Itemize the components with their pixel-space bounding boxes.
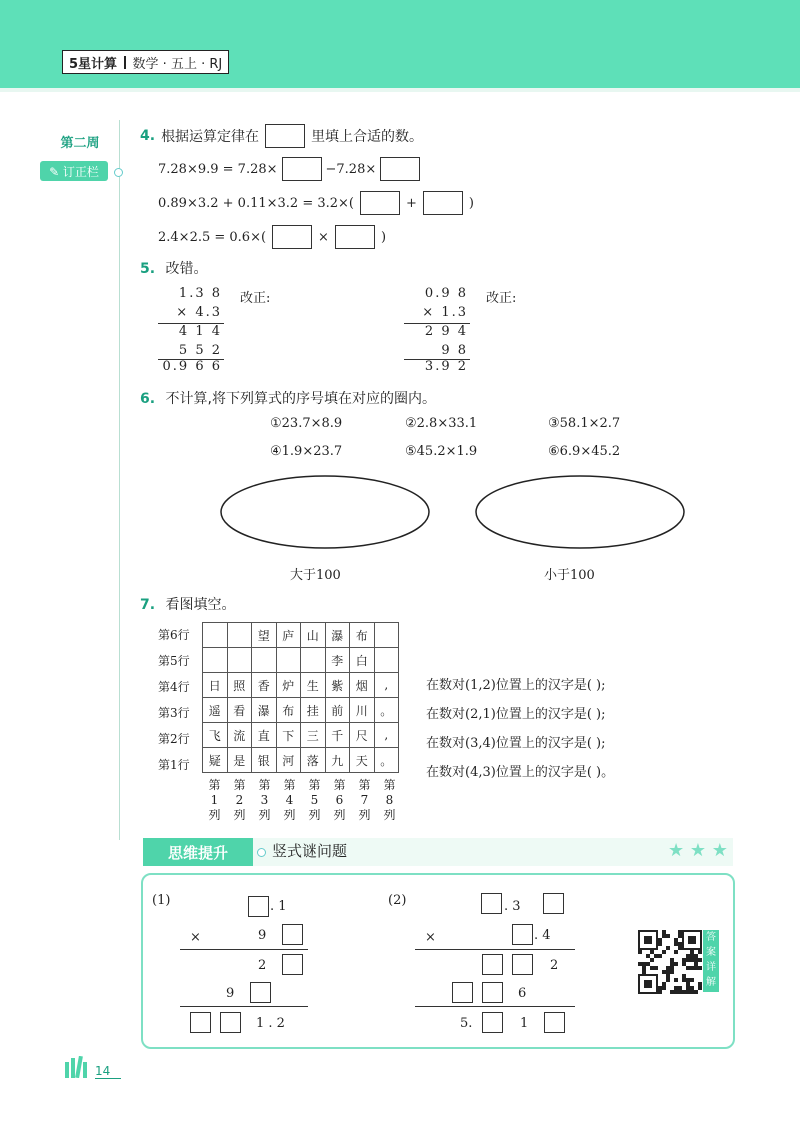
column-label-part: 4: [285, 793, 294, 807]
grid-row: [203, 673, 399, 698]
q6-item-1: ①23.7×8.9: [270, 416, 343, 431]
q6-item-3: ③58.1×2.7: [548, 416, 621, 431]
column-label-part: 第: [283, 778, 296, 792]
grid-cell: 千: [325, 723, 350, 748]
puzzle-box[interactable]: [220, 1012, 241, 1033]
column-label: [377, 778, 402, 823]
calc-row: 4 1 4: [178, 324, 222, 339]
page-number: 14: [95, 1064, 121, 1079]
grid-cell: 望: [252, 623, 277, 648]
q4-line2-plus: +: [405, 195, 417, 211]
calc-line: [180, 949, 308, 950]
answer-box[interactable]: [335, 225, 375, 249]
circle-left-label: 大于100: [290, 568, 341, 583]
q6-item-4: ④1.9×23.7: [270, 444, 343, 459]
calc-row: 1.3 8: [178, 286, 222, 301]
column-label-part: 2: [235, 793, 244, 807]
column-label-part: 列: [308, 808, 321, 822]
calc-row: 9 8: [441, 343, 468, 358]
thinking-title: 竖式谜问题: [272, 842, 348, 860]
grid-cell: 川: [350, 698, 375, 723]
puzzle-box[interactable]: [544, 1012, 565, 1033]
q4-line2-text-a: 0.89×3.2 + 0.11×3.2 = 3.2×(: [158, 195, 354, 211]
column-label-part: 列: [258, 808, 271, 822]
grid-cell: [374, 648, 399, 673]
q7-question: 在数对(1,2)位置上的汉字是( );: [426, 678, 606, 693]
puzzle-box[interactable]: [452, 982, 473, 1003]
q5-prompt: [140, 258, 208, 278]
grid-cell: 看: [227, 698, 252, 723]
column-label-part: 第: [208, 778, 221, 792]
column-label-part: 列: [208, 808, 221, 822]
q7-question: 在数对(4,3)位置上的汉字是( )。: [426, 765, 615, 780]
q5-right-calc: [396, 286, 476, 376]
column-label-part: 3: [260, 793, 269, 807]
puzzle-box[interactable]: [512, 924, 533, 945]
grid-cell: 九: [325, 748, 350, 773]
times-sign-2: ×: [425, 930, 436, 945]
puzzle-box[interactable]: [482, 954, 503, 975]
poem-grid: [202, 622, 399, 773]
column-label: [277, 778, 302, 823]
grid-cell: 疑: [203, 748, 228, 773]
brand-title: 5星计算: [69, 56, 118, 72]
puzzle2-row5a: 5.: [460, 1016, 473, 1031]
column-label: [327, 778, 352, 823]
qr-code-icon[interactable]: [638, 930, 702, 994]
column-label: [352, 778, 377, 823]
column-label-part: 第: [258, 778, 271, 792]
column-label-part: 6: [335, 793, 344, 807]
grid-cell: 三: [301, 723, 326, 748]
grid-cell: [227, 623, 252, 648]
puzzle1-row5: 1 . 2: [256, 1016, 285, 1031]
book-stack-icon: [64, 1056, 90, 1078]
grid-cell: [252, 648, 277, 673]
column-labels: [202, 778, 402, 823]
puzzle1-row4: 9: [226, 986, 235, 1001]
puzzle-box[interactable]: [250, 982, 271, 1003]
q7-prompt: [140, 594, 236, 614]
calc-row: × 4.3: [176, 305, 222, 320]
q6-prompt: [140, 388, 436, 408]
q7-text: 看图填空。: [165, 597, 236, 613]
puzzle2-label: (2): [388, 893, 407, 908]
grid-cell: [374, 623, 399, 648]
grid-row: [203, 723, 399, 748]
grid-cell: [276, 648, 301, 673]
grid-cell: 香: [252, 673, 277, 698]
calc-row: 5 5 2: [178, 343, 222, 358]
badge-separator: [124, 56, 126, 69]
grid-row: [203, 623, 399, 648]
star-icon-group: ★ ★ ★: [668, 840, 728, 861]
q4-line2-close: ): [468, 195, 474, 211]
margin-line: [119, 120, 120, 840]
calc-line: [415, 1006, 575, 1007]
puzzle-box[interactable]: [512, 954, 533, 975]
grid-cell: 照: [227, 673, 252, 698]
week-label: 第二周: [60, 136, 100, 151]
q6-item-6: ⑥6.9×45.2: [548, 444, 621, 459]
column-label-part: 列: [358, 808, 371, 822]
puzzle-box[interactable]: [248, 896, 269, 917]
grid-row: [203, 648, 399, 673]
column-label-part: 8: [385, 793, 394, 807]
row-label: 第6行: [158, 628, 190, 642]
q4-number: 4.: [140, 128, 156, 144]
column-label: [252, 778, 277, 823]
q4-line3-close: ): [380, 229, 387, 245]
grid-cell: 布: [276, 698, 301, 723]
column-label-part: 第: [333, 778, 346, 792]
column-label-part: 5: [310, 793, 319, 807]
grid-cell: 山: [301, 623, 326, 648]
q4-line3-times: ×: [318, 229, 329, 245]
grid-cell: 是: [227, 748, 252, 773]
puzzle-box[interactable]: [482, 982, 503, 1003]
answer-box[interactable]: [423, 191, 463, 215]
puzzle-box[interactable]: [543, 893, 564, 914]
calc-line: [180, 1006, 308, 1007]
calc-line: [415, 949, 575, 950]
grid-cell: 流: [227, 723, 252, 748]
grid-cell: 尺: [350, 723, 375, 748]
grid-cell: [203, 648, 228, 673]
row-label: 第3行: [158, 706, 190, 720]
q6-item-2: ②2.8×33.1: [405, 416, 478, 431]
grid-cell: 庐: [276, 623, 301, 648]
grid-cell: 遥: [203, 698, 228, 723]
puzzle-box[interactable]: [482, 1012, 503, 1033]
grid-cell: 河: [276, 748, 301, 773]
row-labels: [158, 622, 190, 778]
grid-cell: 挂: [301, 698, 326, 723]
grid-cell: [203, 623, 228, 648]
q7-number: 7.: [140, 597, 156, 613]
q4-line-1: [158, 157, 424, 181]
q4-line1-text-b: −7.28×: [325, 161, 377, 177]
q4-text-before: 根据运算定律在: [161, 129, 260, 145]
column-label: [302, 778, 327, 823]
column-label-part: 7: [360, 793, 369, 807]
puzzle1-label: (1): [152, 893, 171, 908]
circle-less[interactable]: [476, 476, 684, 548]
grid-cell: 飞: [203, 723, 228, 748]
grid-row: [203, 748, 399, 773]
q6-text: 不计算,将下列算式的序号填在对应的圈内。: [165, 391, 436, 407]
q4-text-after: 里填上合适的数。: [311, 129, 424, 145]
q6-item-5: ⑤45.2×1.9: [405, 444, 478, 459]
qr-caption: 答案详解: [703, 930, 719, 992]
times-sign: ×: [190, 930, 201, 945]
column-label-part: 列: [383, 808, 396, 822]
calc-row: × 1.3: [422, 305, 468, 320]
circle-greater[interactable]: [221, 476, 429, 548]
q5-left-calc: [150, 286, 230, 376]
subject-label: 数学 · 五上 · RJ: [132, 56, 223, 72]
q7-question: 在数对(3,4)位置上的汉字是( );: [426, 736, 606, 751]
puzzle2-row2: . 4: [534, 928, 551, 943]
grid-cell: 烟: [350, 673, 375, 698]
q6-number: 6.: [140, 391, 156, 407]
column-label-part: 列: [283, 808, 296, 822]
grid-cell: 瀑: [252, 698, 277, 723]
q4-line-3: [158, 225, 386, 249]
q4-line-2: [158, 191, 474, 215]
grid-cell: 炉: [276, 673, 301, 698]
q5-number: 5.: [140, 261, 156, 277]
column-label-part: 第: [308, 778, 321, 792]
margin-dot: [114, 168, 123, 177]
puzzle2-row1: . 3: [504, 899, 521, 914]
puzzle1-row1: . 1: [270, 899, 287, 914]
column-label-part: 列: [333, 808, 346, 822]
grid-cell: 李: [325, 648, 350, 673]
grid-cell: 生: [301, 673, 326, 698]
q5-right-fix-label: 改正:: [486, 291, 517, 306]
grid-cell: 前: [325, 698, 350, 723]
grid-cell: 瀑: [325, 623, 350, 648]
puzzle-box[interactable]: [282, 954, 303, 975]
row-label: 第5行: [158, 654, 190, 668]
column-label: [227, 778, 252, 823]
row-label: 第1行: [158, 758, 190, 772]
q4-line1-text-a: 7.28×9.9 = 7.28×: [158, 161, 278, 177]
calc-row: 0.9 6 6: [162, 359, 222, 374]
grid-cell: 日: [203, 673, 228, 698]
puzzle-box[interactable]: [481, 893, 502, 914]
q5-text: 改错。: [165, 261, 208, 277]
answer-box[interactable]: [272, 225, 312, 249]
book-badge: [62, 50, 229, 74]
puzzle-box[interactable]: [190, 1012, 211, 1033]
grid-row: [203, 698, 399, 723]
answer-box[interactable]: [380, 157, 420, 181]
grid-cell: ,: [374, 673, 399, 698]
grid-cell: [227, 648, 252, 673]
puzzle2-row4: 6: [518, 986, 527, 1001]
grid-cell: 落: [301, 748, 326, 773]
thinking-label: 思维提升: [143, 838, 253, 866]
column-label-part: 第: [358, 778, 371, 792]
example-box: [265, 124, 305, 148]
grid-cell: 直: [252, 723, 277, 748]
puzzle1-row3: 2: [258, 958, 267, 973]
grid-cell: 天: [350, 748, 375, 773]
column-label: [202, 778, 227, 823]
puzzle-box[interactable]: [282, 924, 303, 945]
q4-prompt: [140, 124, 423, 148]
grid-cell: 布: [350, 623, 375, 648]
grid-cell: 。: [374, 748, 399, 773]
header-band: [0, 0, 800, 88]
puzzle2-row3: 2: [550, 958, 559, 973]
circle-right-label: 小于100: [544, 568, 595, 583]
q7-question: 在数对(2,1)位置上的汉字是( );: [426, 707, 606, 722]
puzzle1-row2: 9: [258, 928, 267, 943]
puzzle2-row5b: 1: [520, 1016, 529, 1031]
q5-left-fix-label: 改正:: [240, 291, 271, 306]
grid-cell: ,: [374, 723, 399, 748]
row-label: 第4行: [158, 680, 190, 694]
column-label-part: 第: [383, 778, 396, 792]
grid-cell: 下: [276, 723, 301, 748]
grid-cell: 银: [252, 748, 277, 773]
calc-row: 3.9 2: [424, 359, 468, 374]
header-divider: [0, 88, 800, 92]
calc-row: 2 9 4: [424, 324, 468, 339]
grid-cell: 紫: [325, 673, 350, 698]
bar-dot: [257, 848, 266, 857]
row-label: 第2行: [158, 732, 190, 746]
column-label-part: 第: [233, 778, 246, 792]
grid-cell: 白: [350, 648, 375, 673]
answer-box[interactable]: [360, 191, 400, 215]
grid-cell: [301, 648, 326, 673]
calc-row: 0.9 8: [424, 286, 468, 301]
grid-cell: 。: [374, 698, 399, 723]
column-label-part: 1: [210, 793, 219, 807]
q7-questions: [426, 671, 614, 787]
column-label-part: 列: [233, 808, 246, 822]
correction-tag: ✎ 订正栏: [40, 161, 108, 181]
answer-box[interactable]: [282, 157, 322, 181]
q4-line3-text-a: 2.4×2.5 = 0.6×(: [158, 229, 267, 245]
q6-circles: [210, 475, 700, 555]
